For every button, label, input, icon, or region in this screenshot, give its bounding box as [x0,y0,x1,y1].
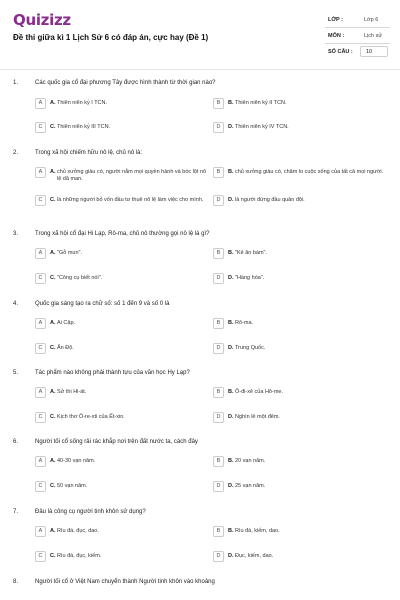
meta-value: 10 [366,49,373,55]
option-letter: B. [228,169,234,175]
option-text: 25 vạn năm. [235,483,266,489]
question-text: Trong xã hội cổ đại Hi Lạp, Rô-ma, chủ nô thường gọi nô lệ là gì? [35,231,210,237]
option-checkbox[interactable]: C [35,481,46,492]
option-text: Rìu đá, đục, dao. [57,528,99,534]
question-text: Quốc gia sáng tạo ra chữ số: số 1 đến 9 và số 0 là [35,301,170,307]
question-number: 7. [13,509,19,515]
option-checkbox[interactable]: A [35,98,46,109]
option-letter: D. [228,345,234,351]
meta-row-count [325,44,390,60]
option-checkbox[interactable]: B [213,98,224,109]
option-checkbox[interactable]: A [35,248,46,259]
question-text: Người tối cổ sống rải rác khắp nơi trên đất nước ta, cách đây [35,439,198,445]
option-checkbox[interactable]: C [35,412,46,423]
option-checkbox[interactable]: D [213,343,224,354]
option-letter: D. [228,124,234,130]
option-checkbox[interactable]: A [35,387,46,398]
question-text: Đâu là công cụ người tinh khôn sử dụng? [35,509,146,515]
option-letter: B. [228,320,234,326]
option-letter: A. [50,320,56,326]
question-number: 8. [13,579,19,585]
option-checkbox[interactable]: C [35,122,46,133]
option-text: Ai Cập. [57,320,76,326]
option-letter: D. [228,275,234,281]
option-letter: C. [50,124,56,130]
option-letter: A. [50,458,56,464]
option-letter: B. [228,458,234,464]
option-checkbox[interactable]: B [213,318,224,329]
option-text: Sử thi Hi-át. [57,389,87,395]
option-text: Ấn Độ. [57,345,74,351]
option-text: là những người bỏ vốn đầu tư thuê nô lệ làm việc cho mình. [57,197,204,203]
option-text: Thiên niên kỷ I TCN. [57,100,108,106]
worksheet-meta [325,12,390,60]
option-checkbox[interactable]: C [35,343,46,354]
question-number: 4. [13,301,19,307]
option-letter: A. [50,528,56,534]
option-checkbox[interactable]: A [35,167,46,178]
option-letter: B. [228,250,234,256]
option-letter: C. [50,345,56,351]
header-divider [0,69,400,70]
option-text: Đục, kiếm, dao. [235,553,274,559]
question-text: Trong xã hội chiếm hữu nô lệ, chủ nô là: [35,150,143,156]
option-letter: C. [50,197,56,203]
option-checkbox[interactable]: C [35,195,46,206]
option-text: Thiên niên kỷ II TCN. [235,100,287,106]
option-text: là người đứng đầu quân đội. [235,197,305,203]
option-checkbox[interactable]: B [213,387,224,398]
option-checkbox[interactable]: B [213,526,224,537]
option-text: "Hàng hóa". [235,275,265,281]
meta-row-class [325,12,390,28]
option-letter: D. [228,414,234,420]
option-text: Ô-đi-xê của Hô-me. [235,389,283,395]
question-number: 5. [13,370,19,376]
worksheet-title: Đề thi giữa kì 1 Lịch Sử 6 có đáp án, cực hay (Đề 1) [13,33,209,42]
option-checkbox[interactable]: B [213,248,224,259]
option-letter: A. [50,169,56,175]
option-letter: C. [50,275,56,281]
option-text: "Kẻ ăn bám". [235,250,268,256]
meta-value: Lớp 6 [364,17,379,23]
option-text: 50 vạn năm. [57,483,88,489]
meta-label: MÔN : [328,33,345,39]
meta-label: LỚP : [328,17,343,23]
option-checkbox[interactable]: A [35,318,46,329]
quizizz-logo: Quizizz [13,11,71,29]
option-text: 40-30 vạn năm. [57,458,96,464]
option-text: 20 vạn năm. [235,458,266,464]
option-letter: D. [228,197,234,203]
question-number: 3. [13,231,19,237]
question-count-box [360,46,388,57]
option-checkbox[interactable]: C [35,273,46,284]
option-checkbox[interactable]: A [35,456,46,467]
option-text: Thiên niên kỷ IV TCN. [235,124,289,130]
option-letter: A. [50,389,56,395]
option-text: Rìu đá, kiếm, dao. [235,528,280,534]
question-text: Tác phẩm nào không phải thành tựu của văn học Hy Lạp? [35,370,190,376]
question-number: 6. [13,439,19,445]
option-letter: B. [228,528,234,534]
meta-value: Lịch sử [364,33,383,39]
option-letter: C. [50,483,56,489]
option-letter: D. [228,483,234,489]
worksheet-header [0,0,400,70]
option-text: "Công cụ biết nói". [57,275,103,281]
meta-label: SỐ CÂU : [328,49,353,55]
option-text: Rô-ma. [235,320,254,326]
option-text: Nghìn lẻ một đêm. [235,414,280,420]
option-letter: C. [50,553,56,559]
option-checkbox[interactable]: A [35,526,46,537]
option-checkbox[interactable]: D [213,273,224,284]
option-letter: A. [50,250,56,256]
option-text: Rìu đá, đục, kiếm. [57,553,102,559]
option-checkbox[interactable]: D [213,122,224,133]
option-letter: D. [228,553,234,559]
option-checkbox[interactable]: D [213,481,224,492]
option-text: "Gỗ mun". [57,250,82,256]
question-number: 2. [13,150,19,156]
option-checkbox[interactable]: B [213,167,224,178]
option-text: Trung Quốc. [235,345,266,351]
option-letter: A. [50,100,56,106]
option-text: chủ xưởng giàu có, người nắm mọi quyền hành và bóc lột nô lệ dã man. [57,169,207,182]
option-text: Thiên niên kỷ III TCN. [57,124,111,130]
option-checkbox[interactable]: C [35,551,46,562]
question-text: Người tối cổ ở Việt Nam chuyển thành Người tinh khôn vào khoảng [35,579,215,585]
option-checkbox[interactable]: D [213,551,224,562]
option-letter: C. [50,414,56,420]
question-number: 1. [13,80,19,86]
option-checkbox[interactable]: D [213,412,224,423]
option-checkbox[interactable]: B [213,456,224,467]
option-checkbox[interactable]: D [213,195,224,206]
option-text: Kịch thơ Ô-re-xti của Ết-xin. [57,414,125,420]
question-text: Các quốc gia cổ đại phương Tây được hình thành từ thời gian nào? [35,80,216,86]
option-letter: B. [228,389,234,395]
option-text: chủ xưởng giàu có, chăm lo cuộc sống của tất cả mọi người. [235,169,384,175]
option-letter: B. [228,100,234,106]
meta-row-subject [325,28,390,44]
